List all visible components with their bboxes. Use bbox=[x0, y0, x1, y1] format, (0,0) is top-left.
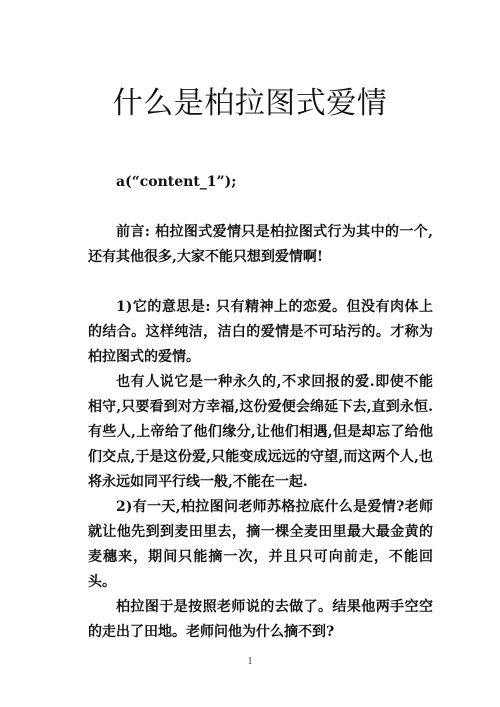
eternal-love-paragraph: 也有人说它是一种永久的,不求回报的爱.即使不能相守,只要看到对方幸福,这份爱便会绵延下去,直到永恒.有些人,上帝给了他们缘分,让他们相遇,但是却忘了给他们交点,于是这份爱,只能变成远远的守望,而这两个人,也将永远如同平行线一般,不能在一起. bbox=[88, 374, 433, 490]
paragraph-spacer bbox=[88, 195, 433, 220]
intro-paragraph: 前言: 柏拉图式爱情只是柏拉图式行为其中的一个,还有其他很多,大家不能只想到爱情啊! bbox=[88, 224, 433, 265]
plato-result-paragraph: 柏拉图于是按照老师说的去做了。结果他两手空空的走出了田地。老师问他为什么摘不到? bbox=[88, 599, 433, 640]
document-title: 什么是柏拉图式爱情 bbox=[112, 86, 388, 121]
document-body bbox=[88, 170, 433, 645]
meaning-paragraph: 1)它的意思是: 只有精神上的恋爱。但没有肉体上的结合。这样纯洁，洁白的爱情是不可玷污的。才称为柏拉图式的爱情。 bbox=[88, 299, 433, 365]
content-code-line: a(“content_1”); bbox=[116, 174, 237, 190]
paragraph-spacer bbox=[88, 270, 433, 295]
page-number: 1 bbox=[247, 656, 253, 667]
socrates-story-paragraph: 2)有一天,柏拉图问老师苏格拉底什么是爱情?老师就让他先到到麦田里去，摘一棵全麦田里最大最金黄的麦穗来，期间只能摘一次，并且只可向前走，不能回头。 bbox=[88, 499, 433, 590]
